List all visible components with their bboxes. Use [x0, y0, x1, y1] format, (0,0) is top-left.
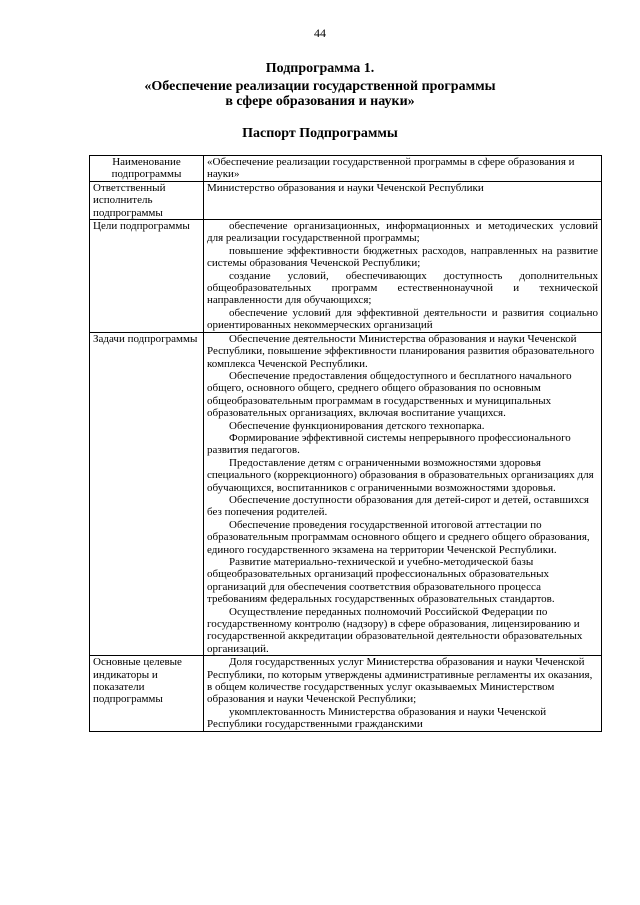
row-responsible [90, 181, 602, 219]
paragraph: обеспечение условий для эффективной деятельности и развития социально ориентированных некоммерческих организаций [207, 306, 598, 332]
passport-title: Паспорт Подпрограммы [242, 126, 398, 141]
paragraph: укомплектованность Министерства образования и науки Чеченской Республики государственными гражданскими [207, 705, 547, 731]
row-value [204, 332, 602, 656]
paragraph: Формирование эффективной системы непрерывного профессионального развития педагогов. [207, 431, 571, 457]
paragraph: Обеспечение доступности образования для детей-сирот и детей, оставшихся без попечения родителей. [207, 493, 589, 519]
paragraph: Доля государственных услуг Министерства образования и науки Чеченской Республики, по которым утверждены административные регламенты их оказания, в общем количестве государственных услуг оказываемых Министерством образования и науки Чеченской Республики; [207, 656, 593, 706]
row-goals [90, 220, 602, 333]
paragraph: Развитие материально-технической и учебно-методической базы общеобразовательных организаций профессиональных образовательных организаций для обеспечения соответствия образовательного процесса требованиям федеральных государственных образовательных стандартов. [207, 556, 555, 606]
paragraph: Обеспечение предоставления общедоступного и бесплатного начального общего, основного общего, среднего общего образования по основным общеобразовательным программам в государственных и муниципальных образовательных организациях, включая воспитание учащихся. [207, 369, 572, 420]
row-value [204, 181, 602, 219]
page-number: 44 [314, 26, 326, 40]
row-indicators [90, 656, 602, 731]
row-label: Основные целевые индикаторы и показатели подпрограммы [90, 656, 204, 731]
paragraph: повышение эффективности бюджетных расходов, направленных на развитие системы образования Чеченской Республики; [207, 244, 598, 270]
paragraph: Министерство образования и науки Чеченской Республики [207, 181, 484, 194]
row-label: Наименование подпрограммы [90, 156, 204, 182]
paragraph: создание условий, обеспечивающих доступность дополнительных общеобразовательных программ естественнонаучной и технической направленности для обучающихся; [207, 269, 598, 307]
paragraph: «Обеспечение реализации государственной программы в сфере образования и науки» [207, 156, 575, 181]
subprogram-subtitle [0, 79, 640, 109]
paragraph: Обеспечение функционирования детского технопарка. [229, 419, 485, 432]
row-value [204, 656, 602, 731]
paragraph: Осуществление переданных полномочий Российской Федерации по государственному контролю (надзору) в сфере образования, лицензированию и государственной аккредитации образовательной деятельности образовательных организаций. [207, 605, 583, 655]
row-label: Цели подпрограммы [90, 220, 204, 333]
subprogram-title-line3: в сфере образования и науки» [225, 94, 415, 109]
row-value [204, 220, 602, 333]
row-tasks [90, 332, 602, 656]
paragraph: Обеспечение деятельности Министерства образования и науки Чеченской Республики, повышение эффективности планирования развития образовательного комплекса Чеченской Республики. [207, 332, 595, 370]
row-value [204, 156, 602, 182]
row-name [90, 156, 602, 182]
row-label: Задачи подпрограммы [90, 332, 204, 656]
paragraph: Предоставление детям с ограниченными возможностями здоровья специального (коррекционного) образования в образовательных организациях для обучающихся, воспитанников с ограниченными возможностями здоровья. [207, 456, 594, 494]
subprogram-title [0, 61, 640, 76]
passport-table [89, 155, 602, 732]
subprogram-title-line2: «Обеспечение реализации государственной программы [144, 79, 496, 94]
row-label: Ответственный исполнитель подпрограммы [90, 181, 204, 219]
paragraph: Обеспечение проведения государственной итоговой аттестации по образовательным программам основного общего и среднего общего образования, единого государственного экзамена на территории Чеченской Республики. [207, 518, 590, 556]
paragraph: обеспечение организационных, информационных и методических условий для реализации государственной программы; [207, 220, 598, 245]
subprogram-title-line1: Подпрограмма 1. [265, 61, 375, 76]
